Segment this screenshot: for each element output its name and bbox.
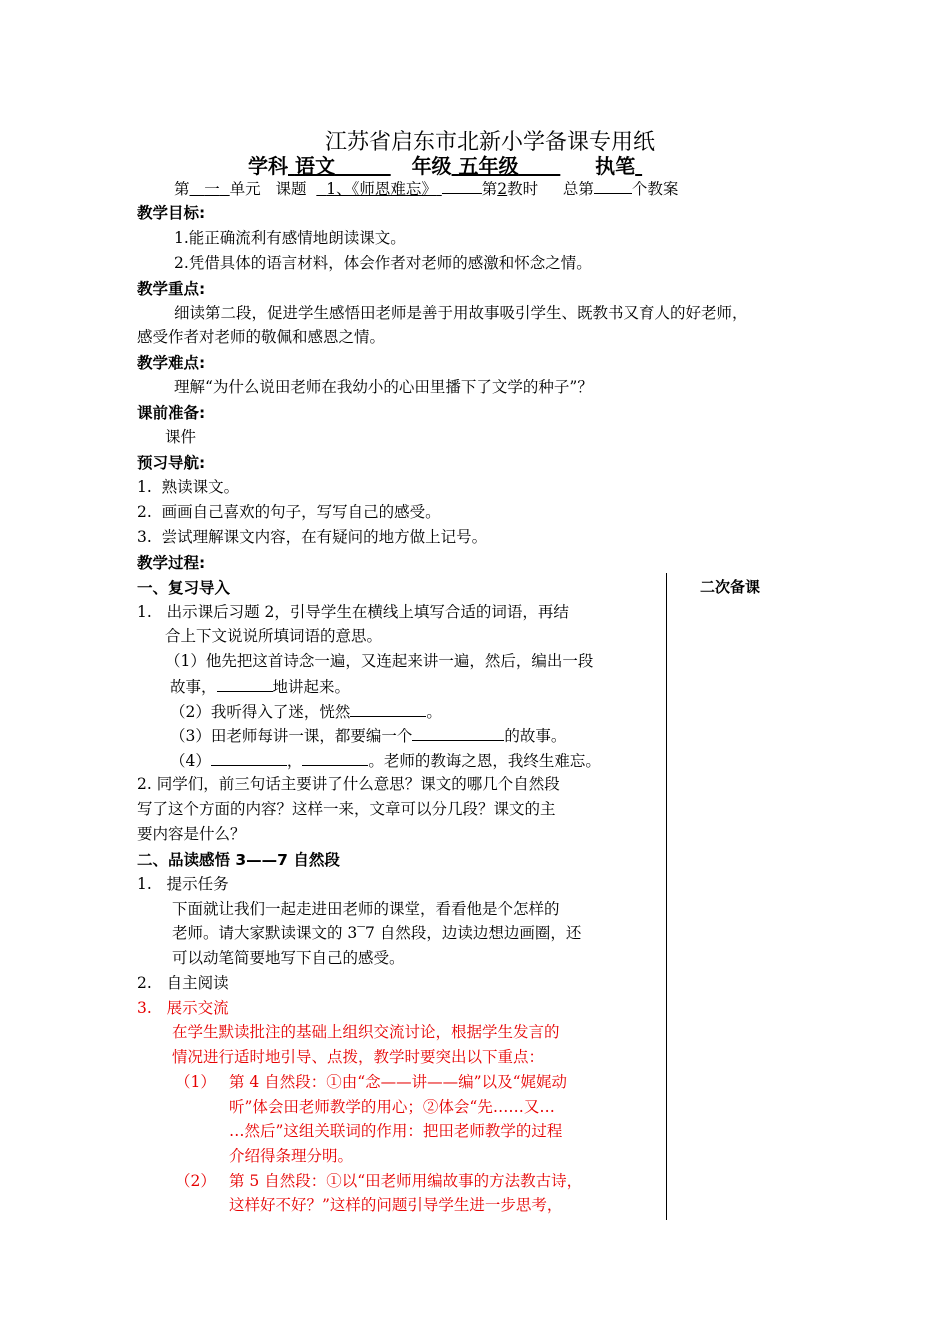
exercise-line: （2）我听得入了迷，恍然 。: [170, 700, 442, 723]
goal-item: 1.能正确流利有感情地朗读课文。: [174, 229, 406, 247]
preview-item: 2. 画画自己喜欢的句子，写写自己的感受。: [137, 503, 441, 521]
prep-label: 课前准备:: [137, 404, 206, 422]
text-line: 这样好不好？”这样的问题引导学生进一步思考，: [229, 1196, 563, 1214]
grade-value: 五年级: [458, 154, 519, 178]
text-line: 听”体会田老师教学的用心；②体会“先……又…: [229, 1098, 555, 1116]
grade-label: 年级: [411, 154, 452, 178]
key-line: 细读第二段，促进学生感悟田老师是善于用故事吸引学生、既教书又育人的好老师，: [174, 304, 748, 322]
text-line: 第 5 自然段：①以“田老师用编故事的方法教古诗，: [229, 1172, 583, 1190]
preview-item: 3. 尝试理解课文内容，在有疑问的地方做上记号。: [137, 528, 488, 546]
text-line: 合上下文说说所填词语的意思。: [165, 627, 383, 645]
point-number: （1）: [175, 1073, 216, 1091]
list-item: 2. 自主阅读: [137, 974, 229, 992]
point-number: （2）: [175, 1172, 216, 1190]
second-prep-label: 二次备课: [700, 578, 761, 596]
section-title: 二、品读感悟 3——7 自然段: [137, 851, 340, 869]
text-line: …然后”这组关联词的作用：把田老师教学的过程: [229, 1122, 563, 1140]
key-line: 感受作者对老师的敬佩和感恩之情。: [137, 328, 386, 346]
page-title: 江苏省启东市北新小学备课专用纸: [325, 130, 656, 155]
list-item: 3. 展示交流: [137, 999, 229, 1017]
difficulty-label: 教学难点:: [137, 354, 206, 372]
section-title: 一、复习导入: [137, 579, 231, 597]
text-line: 下面就让我们一起走进田老师的课堂，看看他是个怎样的: [172, 900, 560, 918]
lesson-info-row: 第 一 单元 课题 1、《师恩难忘》 第2教时 总第 个教案: [174, 177, 678, 200]
preview-label: 预习导航:: [137, 454, 206, 472]
subject-value: 语文: [294, 154, 335, 178]
process-label: 教学过程:: [137, 554, 206, 572]
text-line: 情况进行适时地引导、点拨，教学时要突出以下重点：: [172, 1048, 545, 1066]
text-line: 第 4 自然段：①由“念——讲——编”以及“娓娓动: [229, 1073, 567, 1091]
text-line: 写了这个方面的内容？这样一来，文章可以分几段？课文的主: [137, 800, 556, 818]
exercise-line: （3）田老师每讲一课，都要编一个 的故事。: [170, 724, 566, 747]
text-line: 介绍得条理分明。: [229, 1147, 354, 1165]
goals-label: 教学目标:: [137, 204, 206, 222]
list-item: 1. 出示课后习题 2，引导学生在横线上填写合适的词语，再结: [137, 603, 569, 621]
difficulty-text: 理解“为什么说田老师在我幼小的心田里播下了文学的种子”？: [174, 378, 593, 396]
prep-text: 课件: [165, 428, 197, 446]
text-line: 2. 同学们，前三句话主要讲了什么意思？课文的哪几个自然段: [137, 775, 560, 793]
text-line: 可以动笔简要地写下自己的感受。: [172, 949, 405, 967]
text-line: 要内容是什么？: [137, 825, 246, 843]
text-line: 老师。请大家默读课文的 3‾7 自然段，边读边想边画圈，还: [172, 924, 582, 942]
subject-label: 学科: [248, 154, 288, 178]
author-label: 执笔: [595, 154, 636, 178]
exercise-line: （4） ， 。老师的教诲之恩，我终生难忘。: [170, 749, 601, 772]
preview-item: 1. 熟读课文。: [137, 478, 240, 496]
key-label: 教学重点:: [137, 280, 206, 298]
column-divider: [666, 573, 667, 1220]
list-item: 1. 提示任务: [137, 875, 229, 893]
exercise-line: 故事， 地讲起来。: [170, 675, 350, 698]
goal-item: 2.凭借具体的语言材料，体会作者对老师的感激和怀念之情。: [174, 254, 592, 272]
exercise-line: （1）他先把这首诗念一遍，又连起来讲一遍，然后，编出一段: [165, 652, 594, 670]
header-row: [248, 150, 642, 179]
text-line: 在学生默读批注的基础上组织交流讨论，根据学生发言的: [172, 1023, 560, 1041]
